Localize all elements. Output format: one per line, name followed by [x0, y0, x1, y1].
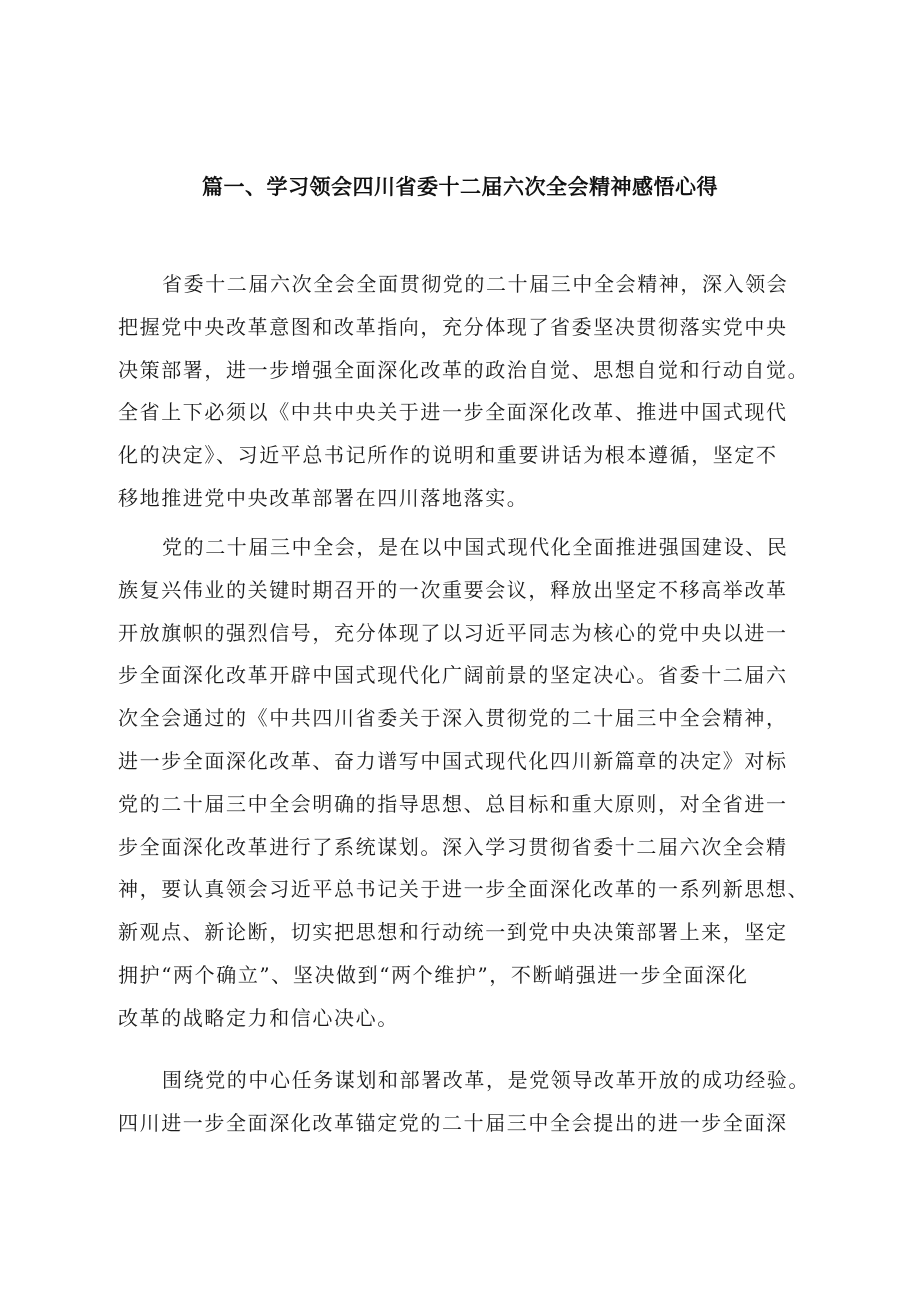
text-line: 次全会通过的《中共四川省委关于深入贯彻党的二十届三中全会精神， — [118, 706, 788, 731]
text-line: 步全面深化改革进行了系统谋划。深入学习贯彻省委十二届六次全会精 — [118, 834, 788, 859]
text-line: 改革的战略定力和信心决心。 — [118, 1005, 399, 1030]
text-line: 党的二十届三中全会明确的指导思想、总目标和重大原则，对全省进一 — [118, 791, 788, 816]
text-line: 移地推进党中央改革部署在四川落地落实。 — [118, 485, 529, 510]
document-title: 篇一、学习领会四川省委十二届六次全会精神感悟心得 — [202, 175, 718, 199]
paragraph-2 — [118, 526, 838, 1040]
text-line: 省委十二届六次全会全面贯彻党的二十届三中全会精神，深入领会 — [162, 272, 789, 296]
text-line: 四川进一步全面深化改革锚定党的二十届三中全会提出的进一步全面深 — [118, 1110, 788, 1135]
text-line: 拥护“两个确立”、坚决做到“两个维护”，不断峭强进一步全面深化 — [118, 962, 749, 987]
text-line: 全省上下必须以《中共中央关于进一步全面深化改革、推进中国式现代 — [118, 400, 788, 425]
text-line: 决策部署，进一步增强全面深化改革的政治自觉、思想自觉和行动自觉。 — [118, 357, 810, 382]
paragraph-3 — [118, 1059, 838, 1145]
text-line: 把握党中央改革意图和改革指向，充分体现了省委坚决贯彻落实党中央 — [118, 314, 788, 339]
text-line: 步全面深化改革开辟中国式现代化广阔前景的坚定决心。省委十二届六 — [118, 663, 788, 688]
text-line: 神，要认真领会习近平总书记关于进一步全面深化改革的一系列新思想、 — [118, 877, 810, 902]
text-line: 党的二十届三中全会，是在以中国式现代化全面推进强国建设、民 — [162, 535, 789, 559]
text-line: 族复兴伟业的关键时期召开的一次重要会议，释放出坚定不移高举改革 — [118, 577, 788, 602]
text-line: 开放旗帜的强烈信号，充分体现了以习近平同志为核心的党中央以进一 — [118, 620, 788, 645]
text-line: 新观点、新论断，切实把思想和行动统一到党中央决策部署上来，坚定 — [118, 920, 788, 945]
text-line: 进一步全面深化改革、奋力谱写中国式现代化四川新篇章的决定》对标 — [118, 748, 788, 773]
text-line: 化的决定》、习近平总书记所作的说明和重要讲话为根本遵循，坚定不 — [118, 443, 778, 468]
text-line: 围绕党的中心任务谋划和部署改革，是党领导改革开放的成功经验。 — [162, 1068, 810, 1092]
paragraph-1 — [118, 263, 838, 520]
